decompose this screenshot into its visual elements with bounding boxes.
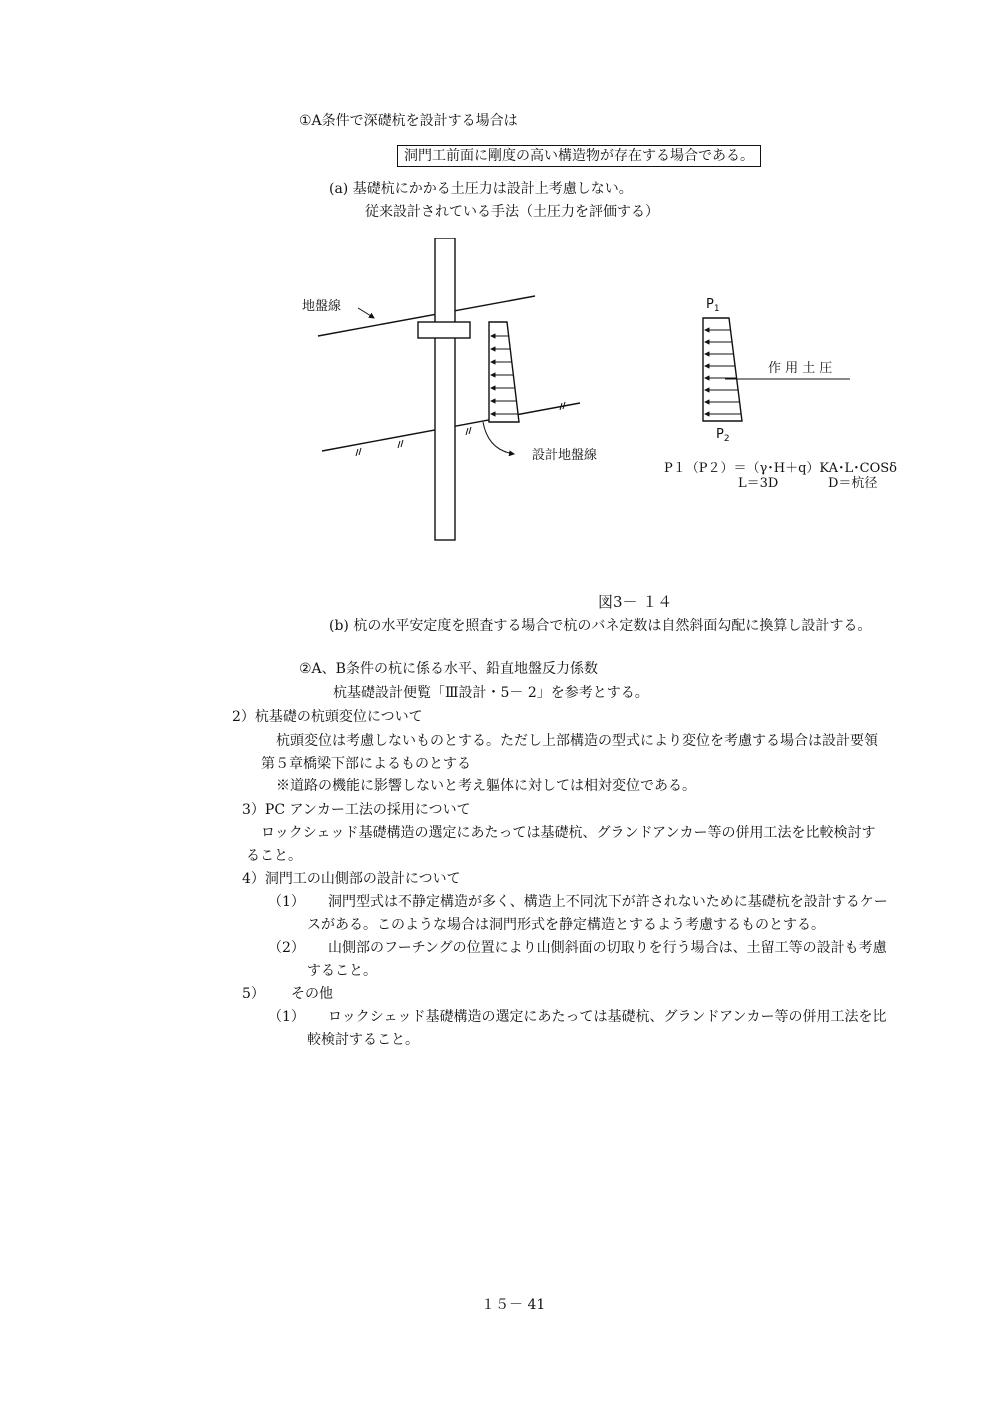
section-5: その他	[291, 986, 333, 1002]
pressure-diagram	[489, 322, 519, 422]
p2-label: $P_2$	[716, 427, 730, 444]
section-3: 3）PC アンカー工法の採用について	[242, 802, 471, 818]
heading-condition-ab: ②A、B条件の杭に係る水平、鉛直地盤反力係数	[299, 661, 598, 677]
section-5-1-num: （1）	[268, 1009, 305, 1025]
section-2-text-cont: 第５章橋梁下部によるものとする	[261, 756, 471, 772]
pressure-diagram-detail	[703, 318, 742, 421]
action-pressure-label: 作 用 土 圧	[768, 361, 833, 376]
item-b: (b) 杭の水平安定度を照査する場合で杭のバネ定数は自然斜面勾配に換算し設計する。	[329, 618, 872, 634]
page-number: １５－ 41	[481, 1297, 546, 1313]
formula: P１（P２）＝（γ･H＋q）KA･L･COSδ	[664, 461, 897, 476]
section-4-1-num: （1）	[268, 894, 305, 910]
figure-caption: 図3－ １４	[598, 593, 673, 611]
ground-line-leader	[358, 308, 374, 318]
section-4-1-text-cont: スがある。このような場合は洞門形式を静定構造とするよう考慮するものとする。	[307, 917, 825, 933]
p1-label: $P_1$	[706, 297, 720, 314]
section-4-2-text: 山側部のフーチングの位置により山側斜面の切取りを行う場合は、土留工等の設計も考慮	[328, 940, 887, 956]
section-5-1-text: ロックシェッド基礎構造の選定にあたっては基礎杭、グランドアンカー等の併用工法を比	[328, 1009, 887, 1025]
section-4-2-num: （2）	[268, 940, 305, 956]
section-2-note: ※道路の機能に影響しないと考え軀体に対しては相対変位である。	[276, 778, 696, 794]
pile	[435, 238, 455, 540]
section-3-text-cont: ること。	[246, 848, 302, 864]
section-2: 2）杭基礎の杭頭変位について	[232, 709, 423, 725]
heading-condition-a: ①A条件で深礎杭を設計する場合は	[299, 113, 518, 129]
formula-l: L＝3D	[738, 476, 779, 491]
section-4-1-text: 洞門型式は不静定構造が多く、構造上不同沈下が許されないために基礎杭を設計するケー	[328, 894, 888, 910]
section-2-text: 杭頭変位は考慮しないものとする。ただし上部構造の型式により変位を考慮する場合は設計要領	[276, 733, 878, 749]
section-4-2-text-cont: すること。	[307, 963, 377, 979]
section-4: 4）洞門工の山側部の設計について	[242, 871, 461, 887]
item-a-note: 従来設計されている手法（土圧力を評価する）	[365, 204, 659, 220]
reference-note: 杭基礎設計便覧「Ⅲ設計・5－ 2」を参考とする。	[333, 685, 649, 701]
ground-line-label: 地盤線	[302, 299, 342, 314]
pile-cap	[418, 322, 470, 338]
figure-earth-pressure	[288, 238, 923, 573]
design-ground-leader	[483, 422, 514, 454]
section-3-text: ロックシェッド基礎構造の選定にあたっては基礎杭、グランドアンカー等の併用工法を比較検討す	[261, 825, 876, 841]
formula-d: D＝杭径	[828, 476, 878, 491]
section-5-num: 5）	[242, 986, 265, 1002]
section-5-1-text-cont: 較検討すること。	[307, 1032, 419, 1048]
design-ground-line-label: 設計地盤線	[532, 448, 598, 463]
boxed-note: 洞門工前面に剛度の高い構造物が存在する場合である。	[397, 145, 761, 167]
item-a: (a) 基礎杭にかかる土圧力は設計上考慮しない。	[329, 181, 633, 197]
